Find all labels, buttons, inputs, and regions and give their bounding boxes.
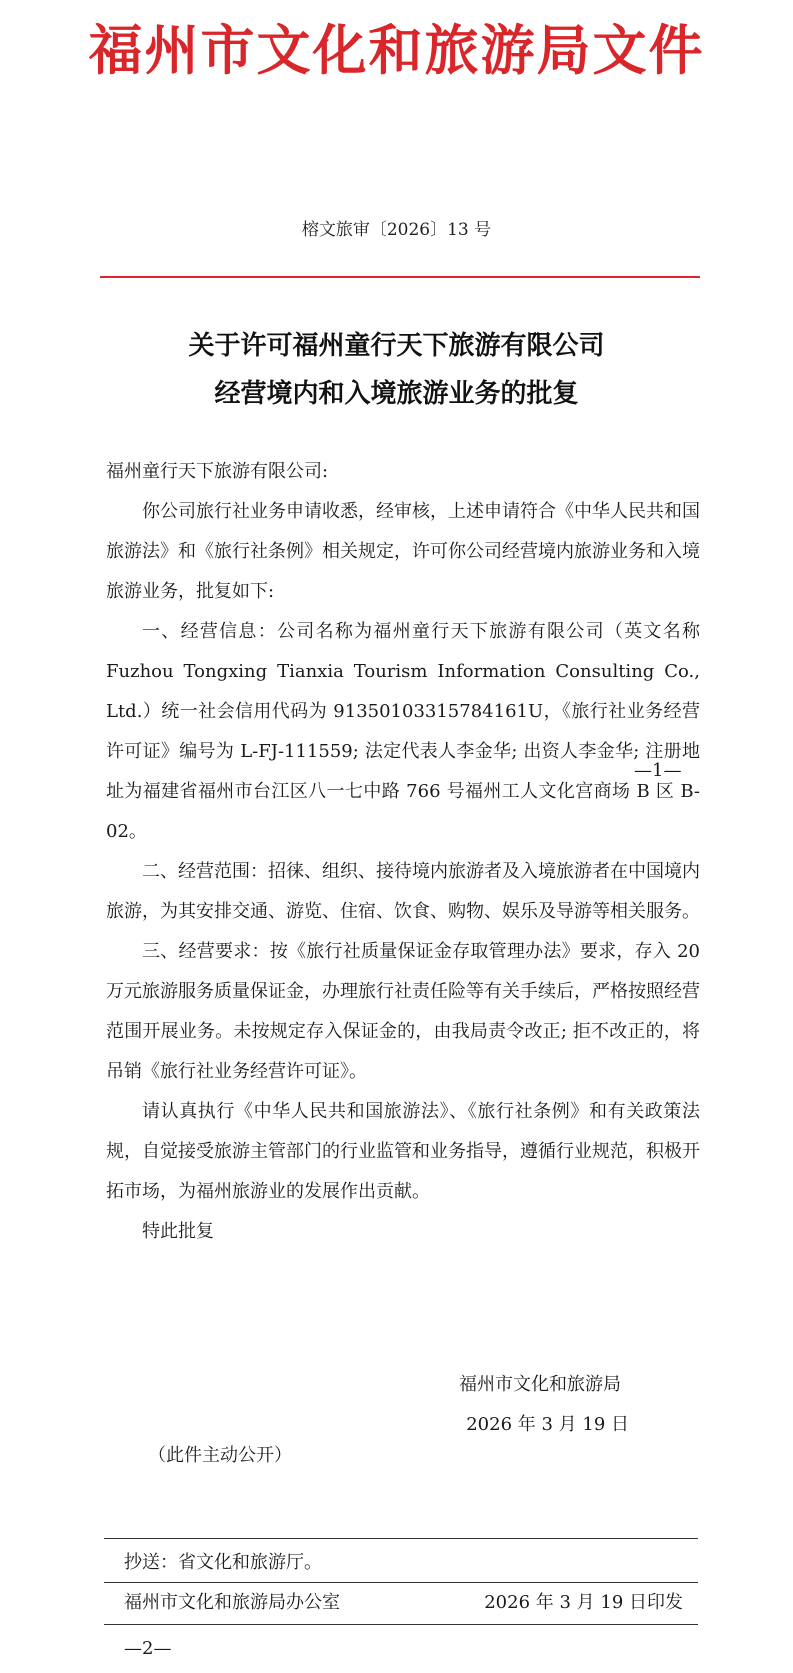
- paragraph-closing: 特此批复: [142, 1221, 214, 1242]
- page-number-2: —2—: [124, 1638, 172, 1659]
- document-number: 榕文旅审〔2026〕13 号: [301, 220, 492, 240]
- cc-line: 抄送：省文化和旅游厅。: [124, 1552, 322, 1573]
- document-header-title: 福州市文化和旅游局文件: [88, 18, 705, 82]
- printing-office: 福州市文化和旅游局办公室: [124, 1592, 340, 1613]
- paragraph-business-requirements: 三、经营要求：按《旅行社质量保证金存取管理办法》要求，存入 20 万元旅游服务质量保证金，办理旅行社责任险等有关手续后，严格按照经营范围开展业务。未按规定存入保证金的，由我局责令改正; 拒不改正的，将吊销《旅行社业务经营许可证》。: [106, 941, 700, 1082]
- paragraph-business-scope: 二、经营范围：招徕、组织、接待境内旅游者及入境旅游者在中国境内旅游，为其安排交通、游览、住宿、饮食、购物、娱乐及导游等相关服务。: [106, 861, 700, 922]
- footer-rule-bottom: [104, 1624, 698, 1625]
- footer-rule-middle: [104, 1582, 698, 1583]
- title-line-2: 经营境内和入境旅游业务的批复: [214, 379, 579, 409]
- document-body: [106, 452, 700, 1252]
- title-line-1: 关于许可福州童行天下旅游有限公司: [188, 331, 605, 361]
- paragraph-intro: 你公司旅行社业务申请收悉，经审核，上述申请符合《中华人民共和国旅游法》和《旅行社条例》相关规定，许可你公司经营境内旅游业务和入境旅游业务，批复如下:: [106, 501, 700, 602]
- document-title: [0, 322, 793, 418]
- paragraph-business-info: 一、经营信息：公司名称为福州童行天下旅游有限公司（英文名称 Fuzhou Tongxing Tianxia Tourism Information Consulting Co., Ltd.）统一社会信用代码为 91350103315784161U，《旅行社业务经营许可证》编号为 L-FJ-111559; 法定代表人李金华; 出资人李金华; 注册地址为福建省福州市台江区八一七中路 766 号福州工人文化宫商场 B 区 B-02。: [106, 621, 700, 842]
- printing-date: 2026 年 3 月 19 日印发: [484, 1592, 683, 1613]
- signature-date: 2026 年 3 月 19 日: [466, 1414, 629, 1435]
- signature-block: [459, 1365, 629, 1445]
- page-number-1: —1—: [634, 760, 682, 781]
- salutation: 福州童行天下旅游有限公司:: [106, 461, 329, 482]
- disclosure-note: （此件主动公开）: [148, 1445, 292, 1466]
- red-divider-line: [100, 276, 700, 278]
- signature-org: 福州市文化和旅游局: [459, 1374, 621, 1395]
- paragraph-compliance: 请认真执行《中华人民共和国旅游法》、《旅行社条例》和有关政策法规，自觉接受旅游主管部门的行业监管和业务指导，遵循行业规范，积极开拓市场，为福州旅游业的发展作出贡献。: [106, 1101, 700, 1202]
- footer-rule-top: [104, 1538, 698, 1539]
